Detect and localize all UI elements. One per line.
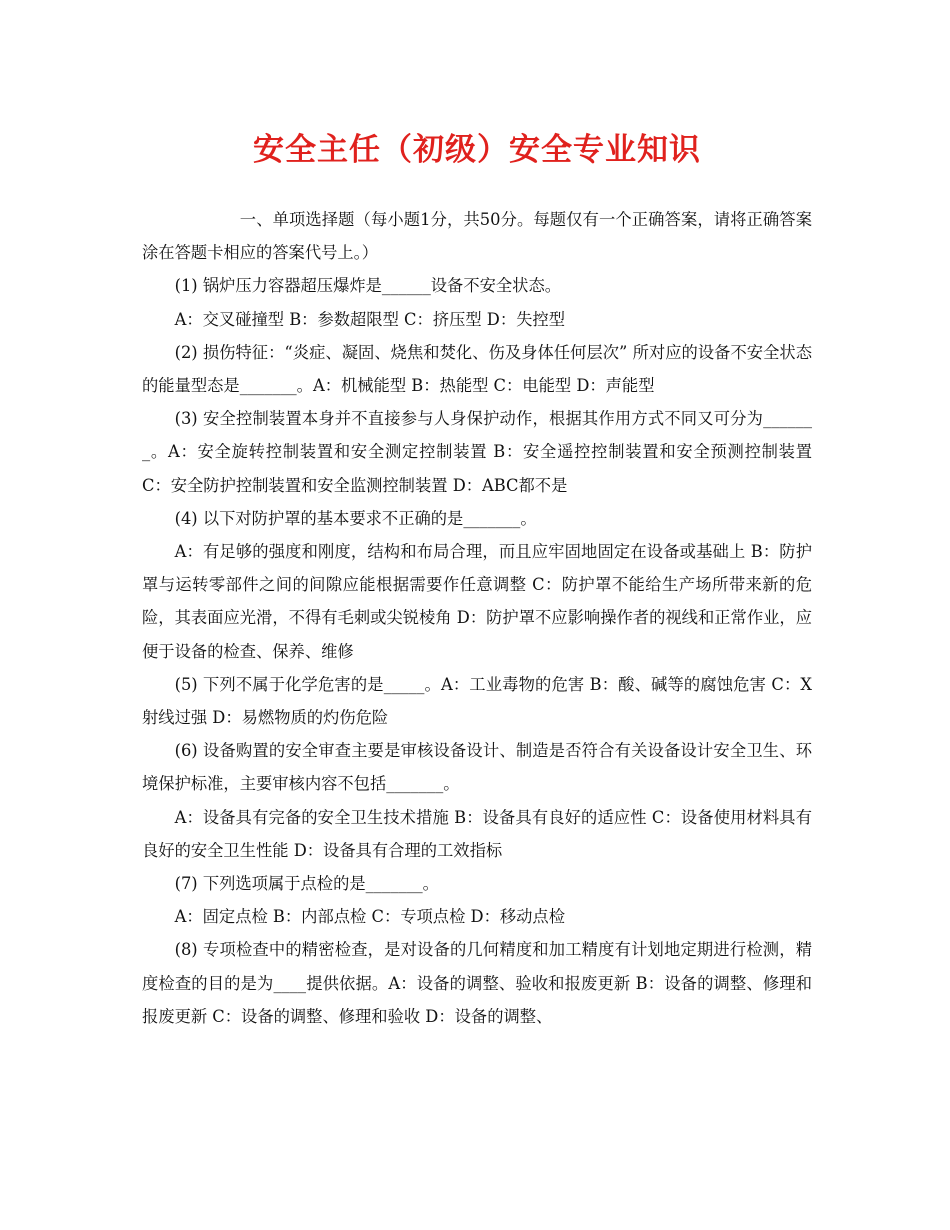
question-7: (7) 下列选项属于点检的是_______。 bbox=[174, 874, 439, 894]
section-intro: 一、单项选择题（每小题1分，共50分。每题仅有一个正确答案，请将正确答案涂在答题卡相应的答案代号上。） bbox=[142, 210, 812, 263]
question-3: (3) 安全控制装置本身并不直接参与人身保护动作，根据其作用方式不同又可分为_______。A：安全旋转控制装置和安全测定控制装置 B：安全遥控控制装置和安全预测控制装置 C：安全防护控制装置和安全监测控制装置 D：ABC都不是 bbox=[142, 409, 812, 495]
question-4: (4) 以下对防护罩的基本要求不正确的是_______。 bbox=[174, 508, 537, 528]
question-6-options: A：设备具有完备的安全卫生技术措施 B：设备具有良好的适应性 C：设备使用材料具有良好的安全卫生性能 D：设备具有合理的工效指标 bbox=[142, 807, 812, 860]
question-5: (5) 下列不属于化学危害的是_____。A：工业毒物的危害 B：酸、碱等的腐蚀危害 C：X射线过强 D：易燃物质的灼伤危险 bbox=[142, 674, 812, 728]
document-title: 安全主任（初级）安全专业知识 bbox=[253, 132, 701, 168]
question-8: (8) 专项检查中的精密检查，是对设备的几何精度和加工精度有计划地定期进行检测，精度检查的目的是为____提供依据。A：设备的调整、验收和报废更新 B：设备的调整、修理和报废更新 C：设备的调整、修理和验收 D：设备的调整、 bbox=[142, 940, 812, 1026]
question-4-options: A：有足够的强度和刚度，结构和布局合理，而且应牢固地固定在设备或基础上 B：防护罩与运转零部件之间的间隙应能根据需要作任意调整 C：防护罩不能给生产场所带来新的危险，其表面应光滑，不得有毛刺或尖锐棱角 D：防护罩不应影响操作者的视线和正常作业，应便于设备的检查、保养、维修 bbox=[142, 542, 812, 661]
document-body bbox=[142, 203, 812, 1033]
question-1-options: A：交叉碰撞型 B：参数超限型 C：挤压型 D：失控型 bbox=[174, 309, 565, 329]
question-6: (6) 设备购置的安全审查主要是审核设备设计、制造是否符合有关设备设计安全卫生、环境保护标准，主要审核内容不包括_______。 bbox=[142, 741, 812, 794]
question-7-options: A：固定点检 B：内部点检 C：专项点检 D：移动点检 bbox=[174, 907, 565, 927]
question-2: (2) 损伤特征：“炎症、凝固、烧焦和焚化、伤及身体任何层次” 所对应的设备不安全状态的能量型态是_______。A：机械能型 B：热能型 C：电能型 D：声能型 bbox=[142, 342, 812, 396]
question-1: (1) 锅炉压力容器超压爆炸是______设备不安全状态。 bbox=[174, 276, 562, 296]
